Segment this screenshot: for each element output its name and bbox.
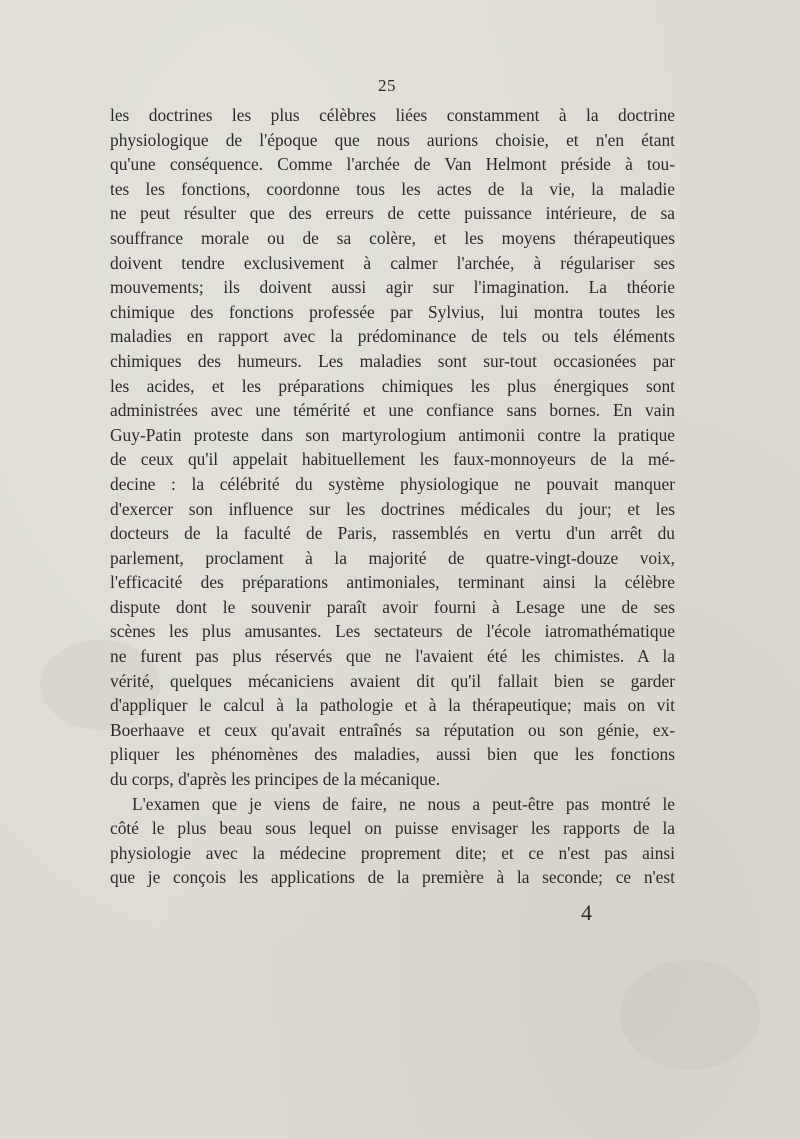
text-line: tes les fonctions, coordonne tous les actes de la vie, la maladie xyxy=(110,178,675,199)
text-line: physiologique de l'époque que nous aurions choisie, et n'en étant xyxy=(110,129,675,150)
text-line: les acides, et les préparations chimiques les plus énergiques sont xyxy=(110,375,675,396)
text-line: côté le plus beau sous lequel on puisse envisager les rapports de la xyxy=(110,818,675,839)
text-line: chimique des fonctions professée par Sylvius, lui montra toutes les xyxy=(110,301,675,322)
text-line: parlement, proclament à la majorité de quatre-vingt-douze voix, xyxy=(110,547,675,568)
text-line: pliquer les phénomènes des maladies, aussi bien que les fonctions xyxy=(110,744,675,765)
text-line: d'exercer son influence sur les doctrines médicales du jour; et les xyxy=(110,498,675,519)
text-line: mouvements; ils doivent aussi agir sur l'imagination. La théorie xyxy=(110,277,675,298)
page-number: 25 xyxy=(378,76,396,95)
text-line: decine : la célébrité du système physiologique ne pouvait manquer xyxy=(110,473,675,494)
paragraph-start-line: L'examen que je viens de faire, ne nous a peut-être pas montré le xyxy=(132,793,675,814)
text-line: doivent tendre exclusivement à calmer l'archée, à régulariser ses xyxy=(110,252,675,273)
signature-mark: 4 xyxy=(581,900,592,925)
text-line: administrées avec une témérité et une confiance sans bornes. En vain xyxy=(110,400,675,421)
text-line: ne peut résulter que des erreurs de cette puissance intérieure, de sa xyxy=(110,203,675,224)
text-line: ne furent pas plus réservés que ne l'avaient été les chimistes. A la xyxy=(110,646,675,667)
text-line: vérité, quelques mécaniciens avaient dit qu'il fallait bien se garder xyxy=(110,670,675,691)
paragraph-end-line: du corps, d'après les principes de la mécanique. xyxy=(110,769,441,790)
text-line: que je conçois les applications de la première à la seconde; ce n'est xyxy=(110,867,675,888)
text-line: scènes les plus amusantes. Les sectateurs de l'école iatromathématique xyxy=(110,621,675,642)
text-line: chimiques des humeurs. Les maladies sont sur-tout occasionées par xyxy=(110,350,675,371)
text-line: d'appliquer le calcul à la pathologie et à la thérapeutique; mais on vit xyxy=(110,695,675,716)
paper-stain xyxy=(620,960,760,1070)
text-line: Boerhaave et ceux qu'avait entraînés sa réputation ou son génie, ex- xyxy=(110,719,675,740)
text-line: maladies en rapport avec la prédominance de tels ou tels éléments xyxy=(110,326,675,347)
text-line: l'efficacité des préparations antimoniales, terminant ainsi la célèbre xyxy=(110,572,675,593)
text-line: docteurs de la faculté de Paris, rassemblés en vertu d'un arrêt du xyxy=(110,523,675,544)
text-line: dispute dont le souvenir paraît avoir fourni à Lesage une de ses xyxy=(110,596,675,617)
text-line: souffrance morale ou de sa colère, et les moyens thérapeutiques xyxy=(110,227,675,248)
text-line: physiologie avec la médecine proprement dite; et ce n'est pas ainsi xyxy=(110,842,675,863)
body-text xyxy=(110,103,675,890)
text-line: les doctrines les plus célèbres liées constamment à la doctrine xyxy=(110,105,675,125)
text-line: de ceux qu'il appelait habituellement les faux-monnoyeurs de la mé- xyxy=(110,449,675,470)
text-line: qu'une conséquence. Comme l'archée de Van Helmont préside à tou- xyxy=(110,154,675,175)
text-line: Guy-Patin proteste dans son martyrologium antimonii contre la pratique xyxy=(110,424,675,445)
